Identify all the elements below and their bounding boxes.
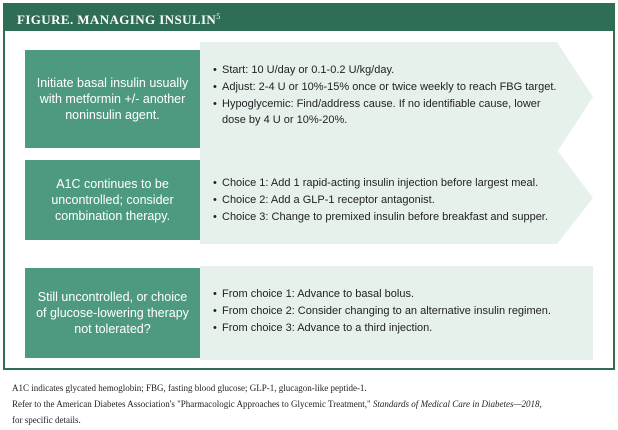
step-2-label: A1C continues to be uncontrolled; consider combination therapy. (51, 177, 174, 223)
step-1-label: Initiate basal insulin usually with metformin +/- another noninsulin agent. (36, 76, 189, 122)
footnotes (12, 380, 612, 428)
reference-source: Standards of Medical Care in Diabetes—2018, (372, 399, 542, 409)
reference-suffix: for specific details. (12, 415, 81, 425)
step-3-label: Still uncontrolled, or choice of glucose-lowering therapy not tolerated? (36, 290, 189, 336)
step-3-bullet: • From choice 2: Consider changing to an alternative insulin regimen. (213, 303, 573, 319)
step-2-bullets (213, 175, 563, 226)
step-3-bullet: • From choice 3: Advance to a third injection. (213, 320, 573, 336)
step-1-bullet: • Adjust: 2-4 U or 10%-15% once or twice weekly to reach FBG target. (213, 79, 558, 95)
step-1-bullet: • Start: 10 U/day or 0.1-0.2 U/kg/day. (213, 62, 558, 78)
step-1-label-box (25, 50, 200, 148)
reference-note: Refer to the American Diabetes Association's "Pharmacologic Approaches to Glycemic Treatment," Standards of Medical Care in Diabetes—2018, (12, 399, 542, 409)
step-3-bullet: • From choice 1: Advance to basal bolus. (213, 286, 573, 302)
step-2-bullet: • Choice 3: Change to premixed insulin before breakfast and supper. (213, 209, 563, 225)
step-2-bullet: • Choice 1: Add 1 rapid-acting insulin injection before largest meal. (213, 175, 563, 191)
step-1-bullet: • Hypoglycemic: Find/address cause. If no identifiable cause, lower dose by 4 U or 10%-20%. (213, 96, 558, 128)
abbreviations-note: A1C indicates glycated hemoglobin; FBG, fasting blood glucose; GLP-1, glucagon-like peptide-1. (12, 383, 367, 393)
step-2-label-box (25, 160, 200, 240)
figure-title: FIGURE. MANAGING INSULIN$^5$ (17, 12, 221, 27)
step-3-bullets (213, 286, 573, 337)
step-1-bullets (213, 62, 558, 129)
step-2-bullet: • Choice 2: Add a GLP-1 receptor antagonist. (213, 192, 563, 208)
step-3-label-box (25, 268, 200, 358)
